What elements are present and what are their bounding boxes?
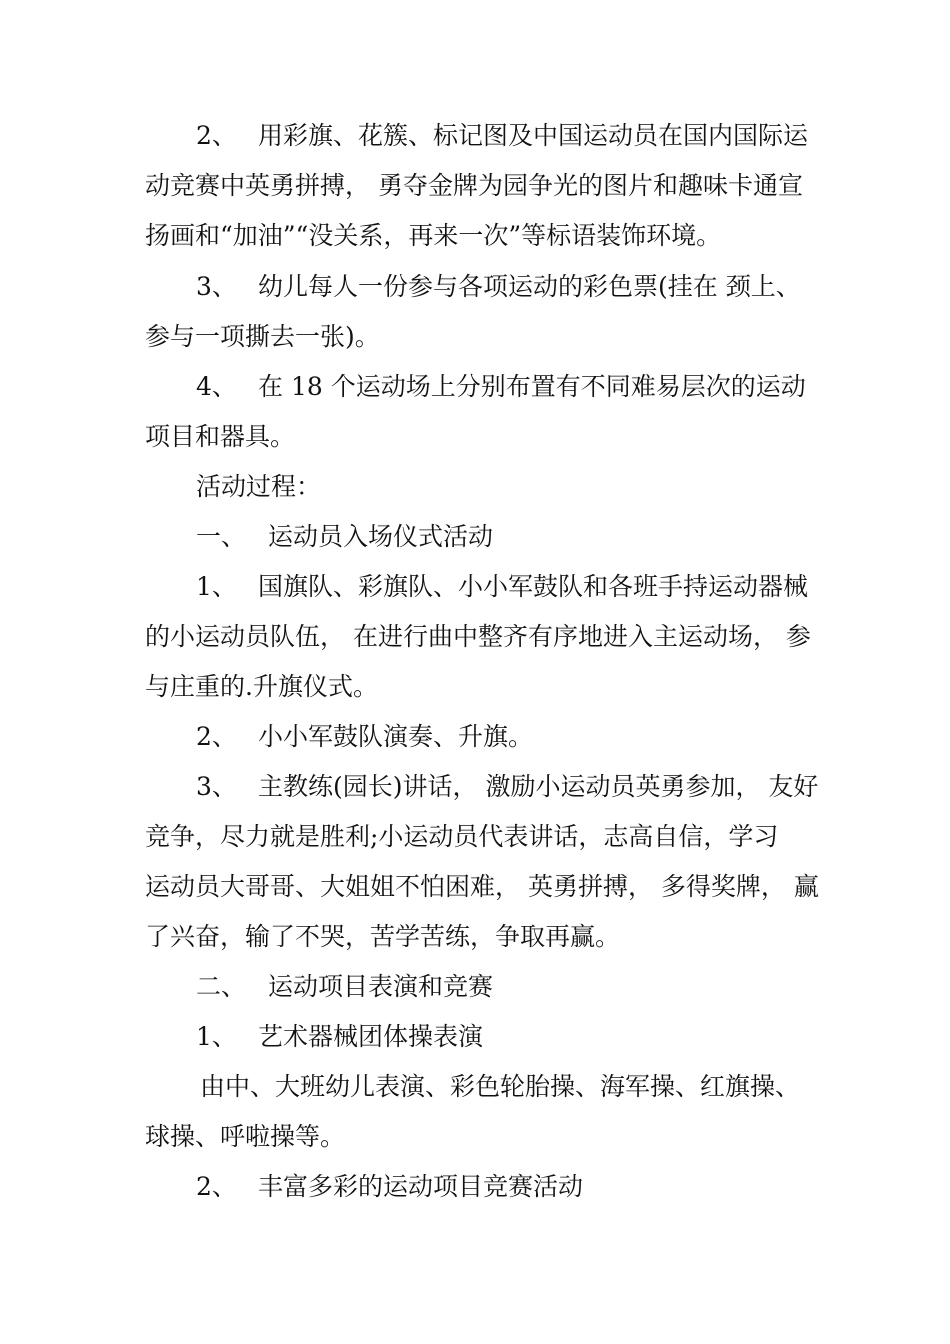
line-text: 在 18 个运动场上分别布置有不同难易层次的运动 — [258, 372, 806, 401]
paragraph-line — [145, 671, 815, 703]
paragraph-line — [196, 1021, 866, 1053]
line-text: 丰富多彩的运动项目竞赛活动 — [258, 1172, 584, 1201]
list-number: 4、 — [196, 372, 237, 401]
list-number: 1、 — [196, 572, 237, 601]
line-text: 主教练(园长)讲话， 激励小运动员英勇参加， 友好 — [258, 772, 819, 801]
line-text: 小小军鼓队演奏、升旗。 — [258, 722, 534, 751]
list-number: 2、 — [196, 722, 237, 751]
list-number: 二、 — [196, 972, 247, 1001]
paragraph-line — [145, 921, 815, 953]
paragraph-line — [200, 1071, 870, 1103]
paragraph-line — [145, 421, 815, 453]
paragraph-line — [145, 821, 815, 853]
paragraph-line — [145, 321, 815, 353]
paragraph-line — [145, 621, 815, 653]
paragraph-line — [196, 771, 866, 803]
line-text: 幼儿每人一份参与各项运动的彩色票(挂在 颈上、 — [258, 272, 801, 301]
line-text: 与庄重的.升旗仪式。 — [145, 672, 378, 701]
list-number: 3、 — [196, 772, 237, 801]
line-text: 艺术器械团体操表演 — [258, 1022, 484, 1051]
list-number: 2、 — [196, 121, 237, 150]
line-text: 的小运动员队伍， 在进行曲中整齐有序地进入主运动场， 参 — [145, 622, 811, 651]
line-text: 由中、大班幼儿表演、彩色轮胎操、海军操、红旗操、 — [200, 1072, 801, 1101]
line-text: 国旗队、彩旗队、小小军鼓队和各班手持运动器械 — [258, 572, 809, 601]
line-text: 球操、呼啦操等。 — [145, 1122, 346, 1151]
list-number: 1、 — [196, 1022, 237, 1051]
line-text: 运动员大哥哥、大姐姐不怕困难， 英勇拼搏， 多得奖牌， 赢 — [145, 872, 819, 901]
section-label — [196, 471, 866, 503]
line-text: 运动员入场仪式活动 — [268, 522, 494, 551]
line-text: 活动过程： — [196, 472, 322, 501]
paragraph-line — [145, 1121, 815, 1153]
section-heading — [196, 521, 866, 553]
list-number: 3、 — [196, 272, 237, 301]
line-text: 扬画和“加油”“没关系，再来一次”等标语装饰环境。 — [145, 221, 722, 250]
list-number: 一、 — [196, 522, 247, 551]
list-number: 2、 — [196, 1172, 237, 1201]
line-text: 项目和器具。 — [145, 422, 296, 451]
line-text: 参与一项撕去一张)。 — [145, 322, 380, 351]
paragraph-line — [196, 571, 866, 603]
line-text: 运动项目表演和竞赛 — [268, 972, 494, 1001]
paragraph-line — [145, 871, 819, 903]
paragraph-line — [196, 721, 866, 753]
section-heading — [196, 971, 866, 1003]
line-text: 用彩旗、花簇、标记图及中国运动员在国内国际运 — [258, 121, 809, 150]
paragraph-line — [196, 120, 866, 152]
paragraph-line — [145, 220, 815, 252]
paragraph-line — [196, 1171, 866, 1203]
line-text: 竞争，尽力就是胜利;小运动员代表讲话，志高自信，学习 — [145, 822, 779, 851]
line-text: 了兴奋，输了不哭，苦学苦练，争取再赢。 — [145, 922, 621, 951]
paragraph-line — [196, 271, 866, 303]
paragraph-line — [145, 170, 815, 202]
line-text: 动竞赛中英勇拼搏， 勇夺金牌为园争光的图片和趣味卡通宣 — [145, 171, 803, 200]
paragraph-line — [196, 371, 866, 403]
